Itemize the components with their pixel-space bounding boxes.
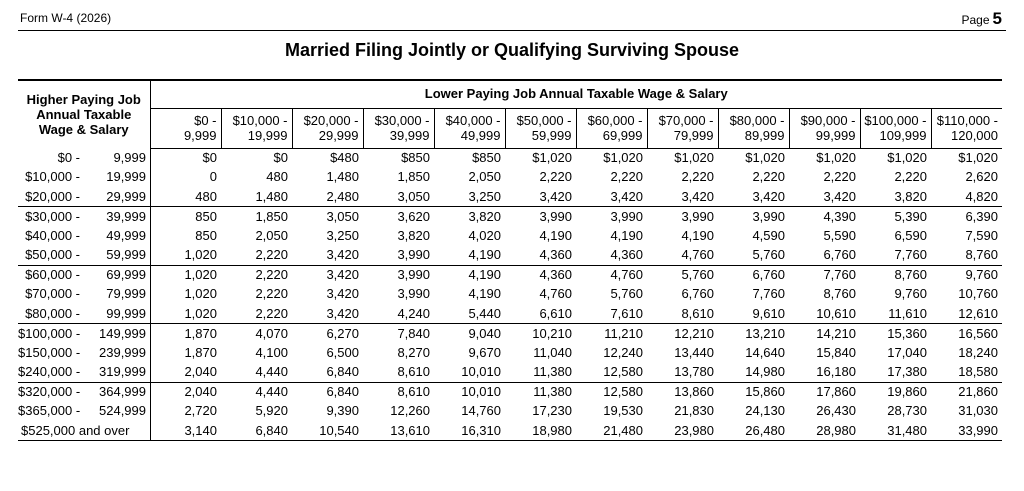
table-cell: 26,480 (745, 422, 785, 438)
row-label: $80,000 - 99,999 (18, 304, 150, 324)
table-cell: 8,610 (681, 305, 714, 321)
table-cell: 11,210 (576, 324, 647, 344)
table-cell: 21,830 (674, 403, 714, 419)
table-cell: 21,480 (603, 422, 643, 438)
table-cell: 3,990 (576, 207, 647, 227)
table-cell: $1,020 (887, 150, 927, 165)
table-cell: 3,420 (326, 305, 359, 321)
table-cell: 3,420 (752, 188, 785, 204)
table-cell: 10,210 (505, 324, 576, 344)
table-cell: 7,610 (610, 305, 643, 321)
table-cell: 18,240 (958, 344, 998, 360)
table-cell: 19,530 (603, 403, 643, 419)
table-cell: 3,420 (823, 188, 856, 204)
table-cell: 6,840 (255, 422, 288, 438)
table-cell: 13,610 (390, 422, 430, 438)
table-cell: 18,980 (532, 422, 572, 438)
row-label: $100,000 - 149,999 (18, 324, 150, 344)
table-cell: 3,990 (647, 207, 718, 227)
row-header: Higher Paying Job Annual Taxable Wage & Salary (18, 80, 150, 148)
column-header: $100,000 - 109,999 (860, 108, 931, 148)
table-cell: 17,860 (789, 382, 860, 402)
table-cell: 3,420 (326, 286, 359, 302)
table-cell: $1,020 (958, 150, 998, 165)
table-cell: 2,720 (184, 403, 217, 419)
table-cell: 14,640 (745, 344, 785, 360)
column-header: $50,000 - 59,999 (505, 108, 576, 148)
table-cell: 7,760 (789, 265, 860, 285)
table-cell: $1,020 (532, 150, 572, 165)
table-cell: 23,980 (674, 422, 714, 438)
table-cell: 4,440 (221, 382, 292, 402)
table-cell: 2,220 (610, 169, 643, 185)
table-cell: 12,210 (647, 324, 718, 344)
row-label: $320,000 - 364,999 (18, 382, 150, 402)
table-cell: 4,100 (255, 344, 288, 360)
table-cell: 10,010 (434, 382, 505, 402)
table-cell: 33,990 (958, 422, 998, 438)
table-cell: 9,670 (468, 344, 501, 360)
table-cell: 16,560 (931, 324, 1002, 344)
page-title: Married Filing Jointly or Qualifying Surviving Spouse (284, 40, 740, 60)
table-cell: 2,620 (965, 169, 998, 185)
table-cell: 11,040 (533, 344, 572, 360)
table-cell: 4,190 (539, 227, 572, 243)
table-cell: 2,040 (150, 382, 221, 402)
table-cell: 6,760 (718, 265, 789, 285)
table-cell: 1,870 (150, 324, 221, 344)
table-cell: 5,920 (255, 403, 288, 419)
table-cell: 8,760 (965, 247, 998, 262)
table-cell: 3,990 (505, 207, 576, 227)
table-cell: 2,220 (894, 169, 927, 185)
table-cell: $850 (472, 150, 501, 165)
table-cell: 6,760 (681, 286, 714, 302)
column-header: $0 - 9,999 (150, 108, 221, 148)
table-cell: 4,190 (468, 247, 501, 262)
table-row (18, 226, 1002, 246)
table-cell: 3,050 (397, 188, 430, 204)
table-cell: 4,360 (539, 247, 572, 262)
row-label: $60,000 - 69,999 (18, 265, 150, 285)
table-cell: 2,220 (255, 305, 288, 321)
table-cell: 4,390 (789, 207, 860, 227)
table-cell: 3,990 (397, 247, 430, 262)
table-cell: 9,610 (752, 305, 785, 321)
table-cell: 15,840 (816, 344, 856, 360)
table-cell: 3,820 (434, 207, 505, 227)
table-cell: 3,140 (184, 422, 217, 438)
table-cell: 3,820 (894, 188, 927, 204)
table-cell: 1,850 (397, 169, 430, 185)
table-cell: 2,220 (255, 247, 288, 262)
table-cell: 480 (195, 188, 217, 204)
table-cell: 2,050 (255, 227, 288, 243)
table-cell: 6,760 (823, 247, 856, 262)
table-cell: 4,760 (539, 286, 572, 302)
table-cell: 26,430 (816, 403, 856, 419)
form-label: Form W-4 (2026) (20, 11, 112, 25)
table-cell: 9,040 (434, 324, 505, 344)
table-cell: 6,590 (894, 227, 927, 243)
table-cell: 4,070 (221, 324, 292, 344)
column-header: $20,000 - 29,999 (292, 108, 363, 148)
table-cell: 3,990 (397, 286, 430, 302)
table-cell: 480 (266, 169, 288, 185)
table-cell: 850 (195, 227, 217, 243)
table-row (18, 187, 1002, 207)
column-header: $10,000 - 19,999 (221, 108, 292, 148)
table-cell: 15,860 (718, 382, 789, 402)
table-cell: 12,610 (958, 305, 998, 321)
table-cell: 2,220 (539, 169, 572, 185)
row-label: $10,000 - 19,999 (18, 168, 150, 188)
table-cell: 10,010 (461, 364, 501, 379)
table-cell: $850 (401, 150, 430, 165)
row-label: $365,000 - 524,999 (18, 402, 150, 422)
table-cell: 9,760 (931, 265, 1002, 285)
table-cell: 3,250 (326, 227, 359, 243)
table-cell: 17,230 (532, 403, 572, 419)
table-cell: 4,190 (468, 286, 501, 302)
table-cell: 6,840 (326, 364, 359, 379)
top-rule (18, 30, 1006, 31)
table-cell: 5,760 (610, 286, 643, 302)
row-label: $525,000 and over (18, 421, 150, 441)
column-header: $80,000 - 89,999 (718, 108, 789, 148)
table-cell: 5,390 (860, 207, 931, 227)
column-header: $60,000 - 69,999 (576, 108, 647, 148)
column-header: $90,000 - 99,999 (789, 108, 860, 148)
table-cell: 4,190 (610, 227, 643, 243)
table-cell: 13,210 (718, 324, 789, 344)
table-cell: 14,210 (789, 324, 860, 344)
table-cell: 13,780 (674, 364, 714, 379)
table-cell: 13,860 (647, 382, 718, 402)
table-cell: 4,190 (434, 265, 505, 285)
table-cell: $0 (202, 150, 217, 165)
table-cell: 5,760 (752, 247, 785, 262)
table-cell: 3,420 (610, 188, 643, 204)
table-cell: 0 (209, 169, 217, 185)
table-cell: 5,760 (647, 265, 718, 285)
table-row (18, 324, 1002, 344)
table-cell: 10,540 (319, 422, 359, 438)
table-cell: 1,480 (326, 169, 359, 185)
page-number: 5 (992, 9, 1002, 28)
table-cell: 4,760 (576, 265, 647, 285)
table-cell: 2,220 (221, 265, 292, 285)
row-label: $240,000 - 319,999 (18, 363, 150, 383)
table-cell: $1,020 (816, 150, 856, 165)
table-cell: $0 (273, 150, 288, 165)
table-cell: 4,020 (468, 227, 501, 243)
withholding-table (18, 79, 1002, 441)
table-cell: 1,020 (184, 286, 217, 302)
table-cell: 3,620 (363, 207, 434, 227)
table-row (18, 246, 1002, 266)
table-cell: 6,270 (292, 324, 363, 344)
table-cell: 14,980 (745, 364, 785, 379)
table-row (18, 285, 1002, 305)
table-cell: 5,440 (468, 305, 501, 321)
table-cell: 8,270 (397, 344, 430, 360)
table-row (18, 382, 1002, 402)
page-word: Page (961, 13, 990, 27)
table-cell: 2,220 (752, 169, 785, 185)
page-label (962, 9, 1003, 29)
table-cell: 850 (150, 207, 221, 227)
table-cell: 7,760 (752, 286, 785, 302)
table-cell: 17,040 (887, 344, 927, 360)
table-row (18, 207, 1002, 227)
table-cell: 3,250 (468, 188, 501, 204)
table-cell: 2,220 (681, 169, 714, 185)
table-cell: 3,420 (292, 265, 363, 285)
table-cell: 4,760 (681, 247, 714, 262)
table-cell: 6,610 (539, 305, 572, 321)
row-label: $30,000 - 39,999 (18, 207, 150, 227)
table-cell: 31,030 (958, 403, 998, 419)
table-cell: 6,500 (326, 344, 359, 360)
table-row (18, 265, 1002, 285)
table-cell: 12,240 (603, 344, 643, 360)
table-cell: 16,180 (816, 364, 856, 379)
column-header: $30,000 - 39,999 (363, 108, 434, 148)
table-cell: 8,610 (363, 382, 434, 402)
table-cell: 10,610 (816, 305, 856, 321)
table-cell: 8,610 (397, 364, 430, 379)
table-cell: 1,020 (184, 305, 217, 321)
table-cell: 1,870 (184, 344, 217, 360)
column-header-row (18, 108, 1002, 148)
table-cell: 3,820 (397, 227, 430, 243)
row-label: $40,000 - 49,999 (18, 226, 150, 246)
table-cell: 7,590 (965, 227, 998, 243)
table-cell: 24,130 (745, 403, 785, 419)
table-cell: 5,590 (823, 227, 856, 243)
table-cell: 8,760 (823, 286, 856, 302)
table-row (18, 421, 1002, 441)
table-row (18, 168, 1002, 188)
table-cell: $1,020 (674, 150, 714, 165)
table-row (18, 304, 1002, 324)
table-cell: $1,020 (603, 150, 643, 165)
table-cell: $1,020 (745, 150, 785, 165)
table-body (18, 148, 1002, 441)
table-cell: 10,760 (958, 286, 998, 302)
table-cell: 16,310 (461, 422, 501, 438)
row-label: $20,000 - 29,999 (18, 187, 150, 207)
table-cell: 1,850 (221, 207, 292, 227)
table-cell: 31,480 (887, 422, 927, 438)
column-header: $40,000 - 49,999 (434, 108, 505, 148)
row-label: $70,000 - 79,999 (18, 285, 150, 305)
column-header: $110,000 - 120,000 (931, 108, 1002, 148)
table-cell: 3,420 (326, 247, 359, 262)
table-cell: 2,040 (184, 364, 217, 379)
table-row (18, 343, 1002, 363)
row-label: $0 - 9,999 (18, 148, 150, 168)
table-cell: 3,990 (363, 265, 434, 285)
table-cell: 3,420 (539, 188, 572, 204)
table-cell: 14,760 (461, 403, 501, 419)
table-cell: 18,580 (958, 364, 998, 379)
table-cell: 2,480 (326, 188, 359, 204)
table-cell: 21,860 (931, 382, 1002, 402)
table-cell: $480 (330, 150, 359, 165)
table-cell: 4,360 (505, 265, 576, 285)
table-cell: 2,220 (255, 286, 288, 302)
table-cell: 4,190 (681, 227, 714, 243)
table-cell: 6,390 (931, 207, 1002, 227)
table-cell: 11,380 (533, 364, 572, 379)
table-row (18, 363, 1002, 383)
table-cell: 17,380 (887, 364, 927, 379)
table-cell: 4,820 (965, 188, 998, 204)
table-cell: 11,610 (888, 305, 927, 321)
table-cell: 4,440 (255, 364, 288, 379)
table-cell: 6,840 (292, 382, 363, 402)
table-cell: 13,440 (674, 344, 714, 360)
table-cell: 3,050 (292, 207, 363, 227)
table-cell: 4,590 (752, 227, 785, 243)
table-cell: 28,980 (816, 422, 856, 438)
table-cell: 4,360 (610, 247, 643, 262)
table-cell: 8,760 (860, 265, 931, 285)
table-cell: 1,480 (255, 188, 288, 204)
table-cell: 15,360 (860, 324, 931, 344)
table-cell: 3,420 (681, 188, 714, 204)
table-cell: 12,580 (603, 364, 643, 379)
table-cell: 28,730 (887, 403, 927, 419)
table-cell: 11,380 (505, 382, 576, 402)
column-header: $70,000 - 79,999 (647, 108, 718, 148)
column-group-header: Lower Paying Job Annual Taxable Wage & Salary (150, 80, 1002, 108)
table-cell: 7,840 (363, 324, 434, 344)
table-cell: 12,580 (576, 382, 647, 402)
table-cell: 9,760 (894, 286, 927, 302)
table-row (18, 402, 1002, 422)
table-cell: 19,860 (860, 382, 931, 402)
table-cell: 1,020 (184, 247, 217, 262)
table-row (18, 148, 1002, 168)
table-cell: 3,990 (718, 207, 789, 227)
table-cell: 1,020 (150, 265, 221, 285)
row-label: $50,000 - 59,999 (18, 246, 150, 266)
row-label: $150,000 - 239,999 (18, 343, 150, 363)
table-cell: 7,760 (894, 247, 927, 262)
table-cell: 4,240 (397, 305, 430, 321)
table-cell: 9,390 (326, 403, 359, 419)
table-cell: 12,260 (390, 403, 430, 419)
table-cell: 2,220 (823, 169, 856, 185)
table-cell: 2,050 (468, 169, 501, 185)
